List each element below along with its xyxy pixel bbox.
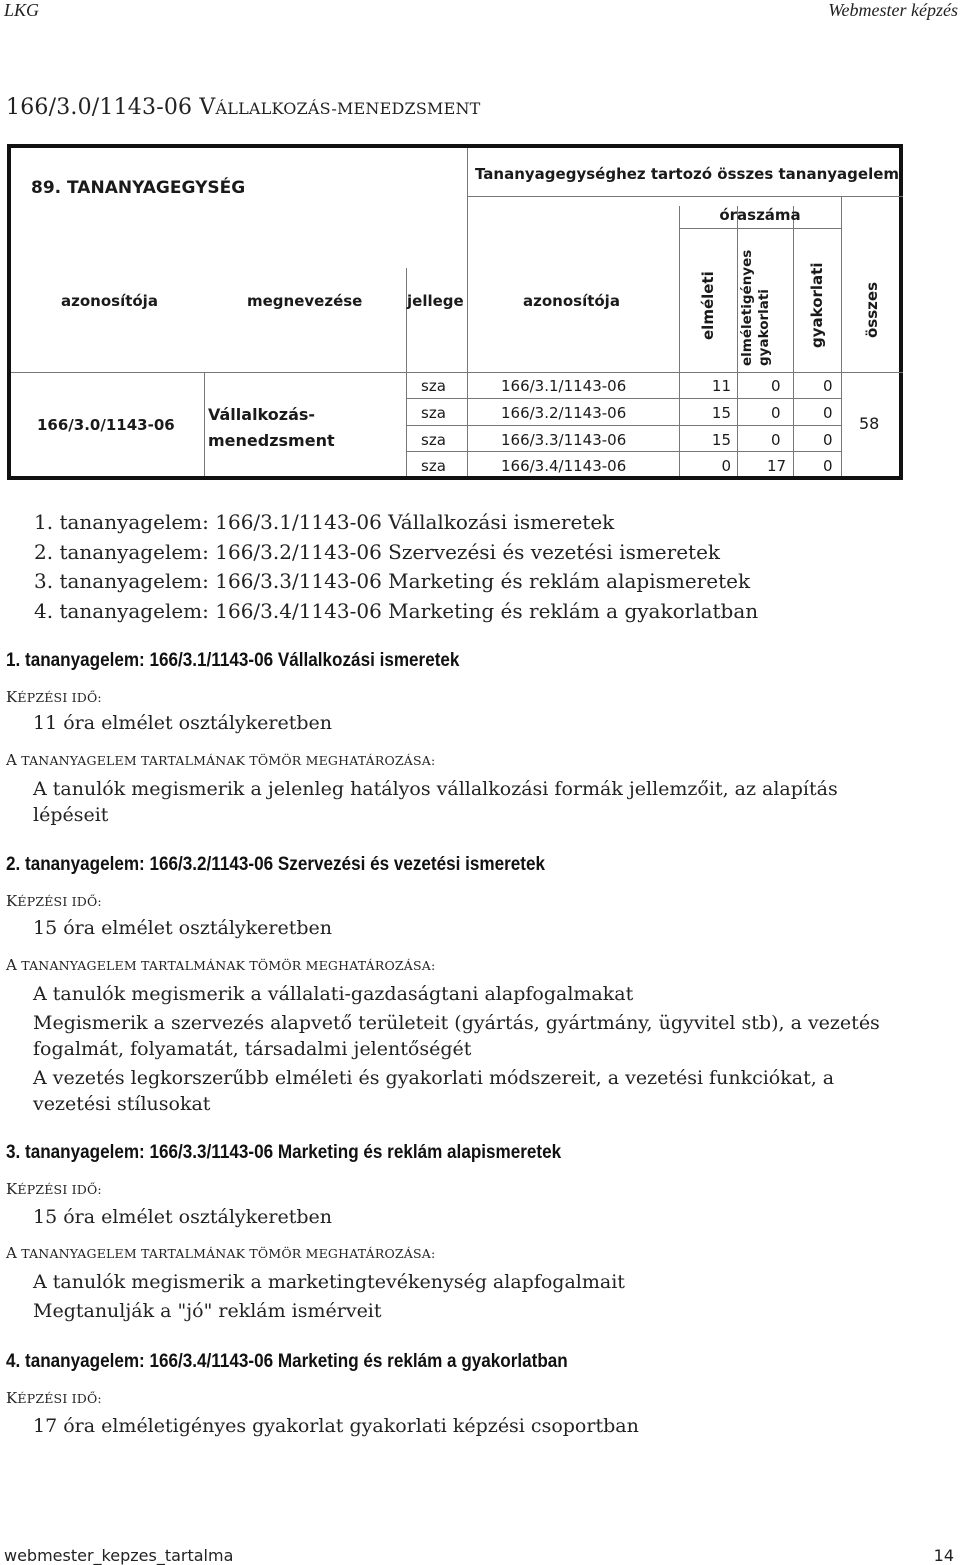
col-id-header: azonosítója bbox=[61, 292, 158, 310]
table-divider bbox=[406, 451, 841, 452]
header-right: Webmester képzés bbox=[828, 0, 958, 20]
title-prefix: 166/3.0/1143-06 V bbox=[6, 95, 216, 120]
unit-title: 89. TANANYAGEGYSÉG bbox=[31, 178, 246, 198]
content-text: A tanulók megismerik a marketingtevékenység alapfogalmait bbox=[33, 1271, 625, 1293]
row3-practice: 0 bbox=[823, 431, 833, 449]
col-type-header: jellege bbox=[407, 292, 464, 310]
col-practice-header: gyakorlati bbox=[808, 262, 826, 348]
title-smallcaps: ÁLLALKOZÁS-MENEDZSMENT bbox=[215, 99, 481, 118]
row4-type: sza bbox=[421, 457, 446, 475]
row4-practice: 0 bbox=[823, 457, 833, 475]
time-text: 15 óra elmélet osztálykeretben bbox=[33, 917, 333, 939]
hours-header: óraszáma bbox=[719, 206, 801, 224]
unit-id: 166/3.0/1143-06 bbox=[37, 416, 175, 434]
row2-practice: 0 bbox=[823, 404, 833, 422]
col-name-header: megnevezése bbox=[247, 292, 363, 310]
content-label: A TANANYAGELEM TARTALMÁNAK TÖMÖR MEGHATÁROZÁSA: bbox=[6, 751, 436, 769]
content-text: Megismerik a szervezés alapvető területeit (gyártás, gyártmány, ügyvitel stb), a vezetés fogalmát, folyamatát, társadalmi jelentőségét bbox=[33, 1012, 880, 1060]
row4-theory: 0 bbox=[721, 457, 731, 475]
time-text: 15 óra elmélet osztálykeretben bbox=[33, 1206, 333, 1228]
element-list bbox=[34, 508, 758, 626]
table-divider bbox=[406, 398, 841, 399]
content-label: A TANANYAGELEM TARTALMÁNAK TÖMÖR MEGHATÁROZÁSA: bbox=[6, 1244, 436, 1262]
elements-header: Tananyagegységhez tartozó összes tananyagelem bbox=[475, 165, 900, 183]
row2-type: sza bbox=[421, 404, 446, 422]
row4-tp: 17 bbox=[767, 457, 787, 475]
content-text: A tanulók megismerik a jelenleg hatályos vállalkozási formák jellemzőit, az alapítás lépéseit bbox=[33, 778, 838, 826]
table-divider bbox=[11, 372, 903, 373]
table-divider bbox=[406, 425, 841, 426]
row3-tp: 0 bbox=[771, 431, 781, 449]
row1-id: 166/3.1/1143-06 bbox=[501, 377, 627, 395]
content-text: A vezetés legkorszerűbb elméleti és gyakorlati módszereit, a vezetési funkciókat, a vezetési stílusokat bbox=[33, 1067, 835, 1115]
table-divider bbox=[467, 196, 903, 197]
table-divider bbox=[841, 196, 842, 476]
row2-id: 166/3.2/1143-06 bbox=[501, 404, 627, 422]
time-label: KÉPZÉSI IDŐ: bbox=[6, 892, 102, 910]
table-divider bbox=[679, 206, 680, 476]
content-text: A tanulók megismerik a vállalati-gazdaságtani alapfogalmakat bbox=[33, 983, 634, 1005]
header-left: LKG bbox=[4, 0, 40, 20]
time-text: 11 óra elmélet osztálykeretben bbox=[33, 712, 333, 734]
content-text: Megtanulják a "jó" reklám ismérveit bbox=[33, 1300, 382, 1322]
col-elem-id-header: azonosítója bbox=[523, 292, 620, 310]
row1-practice: 0 bbox=[823, 377, 833, 395]
row3-id: 166/3.3/1143-06 bbox=[501, 431, 627, 449]
unit-total: 58 bbox=[859, 414, 880, 433]
time-label: KÉPZÉSI IDŐ: bbox=[6, 688, 102, 706]
row3-type: sza bbox=[421, 431, 446, 449]
section-heading: 2. tananyagelem: 166/3.2/1143-06 Szervezési és vezetési ismeretek bbox=[6, 854, 546, 875]
col-theory-header: elméleti bbox=[699, 271, 717, 340]
row2-theory: 15 bbox=[711, 404, 731, 422]
list-item: 3. tananyagelem: 166/3.3/1143-06 Marketing és reklám alapismeretek bbox=[34, 569, 751, 593]
section-heading: 1. tananyagelem: 166/3.1/1143-06 Vállalkozási ismeretek bbox=[6, 650, 460, 671]
list-item: 1. tananyagelem: 166/3.1/1143-06 Vállalkozási ismeretek bbox=[34, 510, 615, 534]
table-divider bbox=[204, 268, 205, 372]
time-text: 17 óra elméletigényes gyakorlat gyakorlati képzési csoportban bbox=[33, 1415, 639, 1437]
row3-theory: 15 bbox=[711, 431, 731, 449]
unit-name: Vállalkozás-menedzsment bbox=[208, 405, 335, 450]
time-label: KÉPZÉSI IDŐ: bbox=[6, 1389, 102, 1407]
content-label: A TANANYAGELEM TARTALMÁNAK TÖMÖR MEGHATÁROZÁSA: bbox=[6, 956, 436, 974]
table-divider bbox=[204, 372, 205, 476]
table-divider bbox=[467, 148, 468, 476]
row2-tp: 0 bbox=[771, 404, 781, 422]
page-title bbox=[6, 95, 481, 120]
footer-filename: webmester_kepzes_tartalma bbox=[4, 1546, 234, 1565]
row4-id: 166/3.4/1143-06 bbox=[501, 457, 627, 475]
list-item: 4. tananyagelem: 166/3.4/1143-06 Marketing és reklám a gyakorlatban bbox=[34, 598, 759, 623]
row1-type: sza bbox=[421, 377, 446, 395]
time-label: KÉPZÉSI IDŐ: bbox=[6, 1180, 102, 1198]
table-divider bbox=[793, 206, 794, 476]
row1-tp: 0 bbox=[771, 377, 781, 395]
table-divider bbox=[679, 228, 841, 229]
section-heading: 4. tananyagelem: 166/3.4/1143-06 Marketing és reklám a gyakorlatban bbox=[6, 1351, 568, 1372]
row1-theory: 11 bbox=[711, 377, 731, 395]
curriculum-table bbox=[7, 144, 903, 480]
col-total-header: összes bbox=[863, 282, 881, 338]
col-theory-practice-header: elméletigényes gyakorlati bbox=[739, 249, 772, 366]
list-item: 2. tananyagelem: 166/3.2/1143-06 Szervezési és vezetési ismeretek bbox=[34, 539, 721, 564]
table-divider bbox=[737, 206, 738, 476]
page-number: 14 bbox=[933, 1546, 954, 1565]
section-heading: 3. tananyagelem: 166/3.3/1143-06 Marketing és reklám alapismeretek bbox=[6, 1142, 562, 1163]
